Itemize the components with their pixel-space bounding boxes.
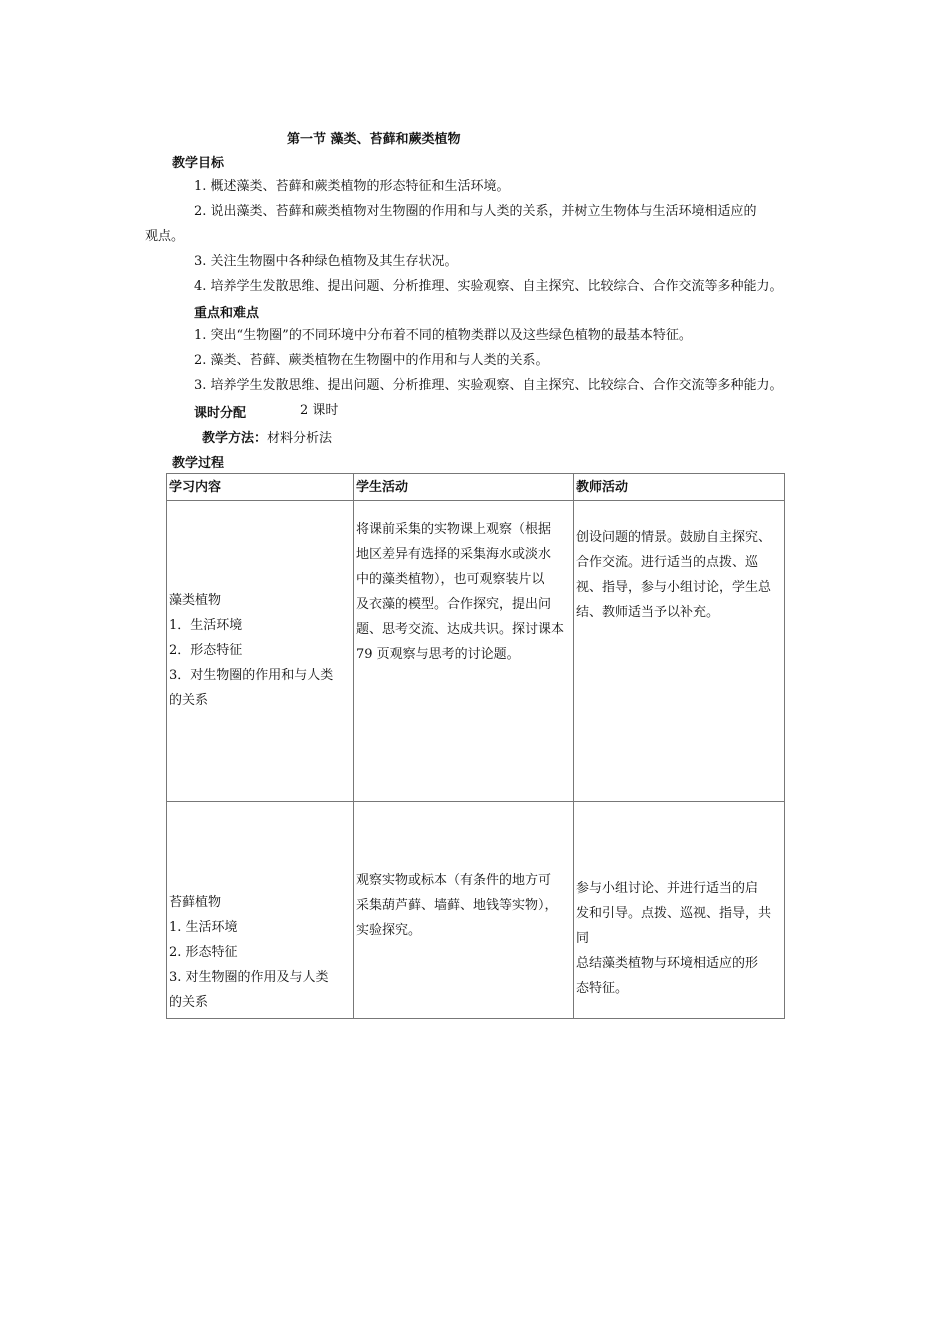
cell-line: 实验探究。 [356,923,422,938]
cell-line: 的关系 [169,995,209,1010]
table-row [167,501,785,802]
cell-line: 发和引导。点拨、巡视、指导，共同 [576,906,772,946]
process-heading: 教学过程 [172,456,225,471]
cell-line: 创设问题的情景。鼓励自主探究、 [576,530,772,545]
cell-line: 79 页观察与思考的讨论题。 [356,647,520,662]
table-row [167,802,785,1019]
key-point-item: 1. 突出“生物圈”的不同环境中分布着不同的植物类群以及这些绿色植物的最基本特征。 [194,328,692,343]
objectives-heading: 教学目标 [172,156,225,171]
cell-line: 总结藻类植物与环境相适应的形 [576,956,759,971]
cell-line: 题、思考交流、达成共识。探讨课本 [356,622,565,637]
objective-item: 1. 概述藻类、苔藓和蕨类植物的形态特征和生活环境。 [194,179,510,194]
cell-line: 2. 形态特征 [169,945,238,960]
method-line [202,427,332,446]
student-activity-cell [354,501,574,802]
cell-line: 苔藓植物 [169,895,222,910]
cell-line: 结、教师适当予以补充。 [576,605,720,620]
cell-line: 采集葫芦藓、墙藓、地钱等实物）， [356,898,558,913]
schedule-value: 2 课时 [300,403,339,418]
method-value: 材料分析法 [267,431,333,446]
key-points-heading: 重点和难点 [194,306,260,321]
cell-line: 参与小组讨论、并进行适当的启 [576,881,759,896]
objective-item: 3. 关注生物圈中各种绿色植物及其生存状况。 [194,254,458,269]
key-point-item: 2. 藻类、苔藓、蕨类植物在生物圈中的作用和与人类的关系。 [194,353,549,368]
key-point-item: 3. 培养学生发散思维、提出问题、分析推理、实验观察、自主探究、比较综合、合作交流等多种能力。 [194,378,783,393]
cell-line: 及衣藻的模型。合作探究，提出问 [356,597,552,612]
teacher-activity-cell [574,802,785,1019]
cell-line: 1．生活环境 [169,618,243,633]
cell-line: 2．形态特征 [169,643,243,658]
cell-line: 1. 生活环境 [169,920,238,935]
method-label: 教学方法： [202,431,268,446]
page-title: 第一节 藻类、苔藓和蕨类植物 [287,132,461,147]
column-header: 学习内容 [167,474,354,501]
learning-content-cell [167,802,354,1019]
cell-line: 视、指导，参与小组讨论，学生总 [576,580,772,595]
schedule-label: 课时分配 [194,406,247,421]
cell-line: 3．对生物圈的作用和与人类 [169,668,334,683]
learning-content-cell [167,501,354,802]
cell-line: 态特征。 [576,981,629,996]
objective-item-continuation: 观点。 [145,229,185,244]
cell-line: 观察实物或标本（有条件的地方可 [356,873,552,888]
table-header-row [167,474,785,501]
cell-line: 的关系 [169,693,209,708]
cell-line: 3. 对生物圈的作用及与人类 [169,970,329,985]
teaching-process-table [166,473,785,1019]
cell-line: 中的藻类植物），也可观察装片以 [356,572,545,587]
student-activity-cell [354,802,574,1019]
objective-item: 4. 培养学生发散思维、提出问题、分析推理、实验观察、自主探究、比较综合、合作交流等多种能力。 [194,279,783,294]
cell-line: 地区差异有选择的采集海水或淡水 [356,547,552,562]
cell-line: 藻类植物 [169,593,222,608]
cell-line: 合作交流。进行适当的点拨、巡 [576,555,759,570]
teacher-activity-cell [574,501,785,802]
column-header: 教师活动 [574,474,785,501]
objective-item: 2. 说出藻类、苔藓和蕨类植物对生物圈的作用和与人类的关系，并树立生物体与生活环境相适应的 [194,204,757,219]
column-header: 学生活动 [354,474,574,501]
cell-line: 将课前采集的实物课上观察（根据 [356,522,552,537]
